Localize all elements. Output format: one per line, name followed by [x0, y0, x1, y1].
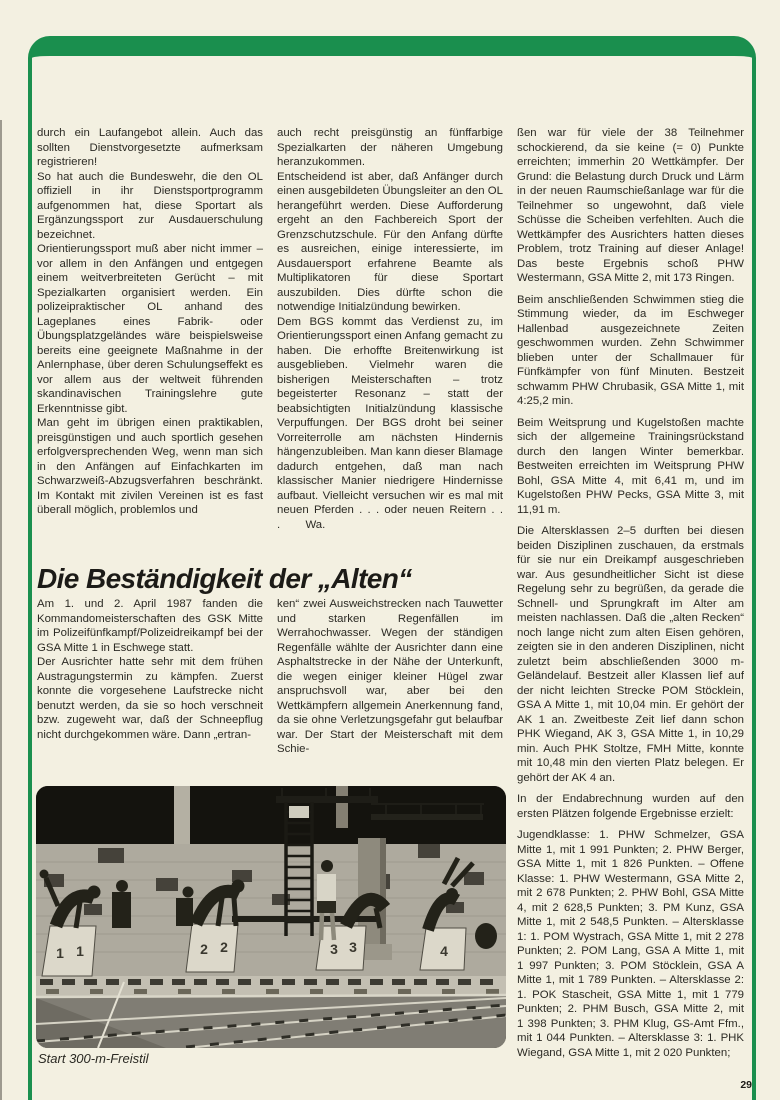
paragraph: durch ein Laufangebot allein. Auch das sollten Dienstvorgesetzte aufmerksam registrieren! [37, 127, 263, 168]
paragraph: ken“ zwei Ausweichstrecken nach Tauwetter und starken Regenfällen im Werrahochwasser. Wegen der ständigen Regenfälle wählte der Ausrichter dann eine Asphaltstrecke in der Nähe der Unterkunft, die wegen einiger kleiner Hügel zwar anspruchsvoll war, aber bei den Wettkämpfern allgemein Anerkennung fand, da sie ohne Verletzungsgefahr gut belaufbar war. Der Start der Meisterschaft mit dem Schie- [277, 598, 503, 755]
paragraph: auch recht preisgünstig an fünffarbige Spezialkarten der näheren Umgebung heranzukommen. [277, 127, 503, 168]
block-number-1: 1 [56, 945, 64, 961]
paragraph: Beim anschließenden Schwimmen stieg die Stimmung wieder, da im Eschweger Hallenbad ausgezeichnete Zeiten geschwommen wurden. Zehn Schwimmer blieben unter der Schallmauer für Fünfkämpfer von fünf Minuten. Bestzeit schwamm PHW Chrubasik, GSA Mitte 1, mit 4:25,2 min. [517, 293, 744, 407]
paragraph: ßen war für viele der 38 Teilnehmer schockierend, da sie keine (= 0) Punkte erreichten; immerhin 20 Wettkämpfer. Der Grund: die Belastung durch Druck und Lärm in der neuen Raumschießanlage war für die Teilnehmer so ungewohnt, daß viele Schüsse die Scheiben verfehlten. Auch die Wettkämpfer des Ausrichters hatten dieses Problem, trotz Training auf dieser Anlage! Das beste Ergebnis schoß PHW Westermann, GSA Mitte 2, mit 173 Ringen. [517, 127, 744, 284]
article2-column-2 [277, 597, 503, 757]
article1-column-1 [37, 126, 263, 518]
paragraph: Entscheidend ist aber, daß Anfänger durch einen ausgebildeten Übungsleiter an den OL herangeführt werden. Diese Aufforderung ergeht an den Fachbereich Sport der Grenzschutzschule. Für den Anfang dürfte es ausreichen, einige interessierte, im Ausdauersport erfahrene Beamte als Multiplikatoren für diese Sportart auszubilden. Dies dürfte schon die notwendige Initialzündung bewirken. [277, 170, 503, 313]
paragraph: In der Endabrechnung wurden auf den ersten Plätzen folgende Ergebnisse erzielt: [517, 793, 744, 820]
paragraph: Die Altersklassen 2–5 durften bei diesen beiden Disziplinen zuschauen, da erstmals für sie nur ein Dreikampf ausgeschrieben war. Aus gesundheitlicher Sicht ist diese Regelung sehr zu begrüßen, da gerade die Schnell- und Sprungkraft im Alter am meisten nachlassen. Daß die „alten Recken“ noch lange nicht zum alten Eisen gehören, zeigten sie in den anderen Disziplinen, nicht zuletzt beim abschließenden 3000 m-Geländelauf. Bestzeit aller Klassen lief auf der nicht leichten Strecke POM Stöcklein, GSA A Mitte 1, mit 10,04 min. Er gehört der AK 1 an. Zweitbeste Zeit lief dann schon PHK Wiegand, AK 3, GSA Mitte 1, in 10,29 min. Auch PHK Stoltze, FMH Mitte, konnte mit 10,48 min den vierten Platz belegen. Er gehört der AK 4 an. [517, 525, 744, 784]
scan-edge-artifact [0, 120, 2, 1100]
paragraph: Beim Weitsprung und Kugelstoßen machte sich der allgemeine Trainingsrückstand durch den langen Winter bemerkbar. Bestweiten erreichten im Weitsprung PHW Bohl, GSA Mitte 4, mit 6,41 m, und im Kugelstoßen PHW Pecks, GSA Mitte 3, mit 11,91 m. [517, 416, 744, 516]
paragraph: Jugendklasse: 1. PHW Schmelzer, GSA Mitte 1, mit 1 991 Punkten; 2. PHW Berger, GSA Mitte 1, mit 1 826 Punkten. – Offene Klasse: 1. PHW Westermann, GSA Mitte 2, mit 2 678 Punkten; 2. PHW Bohl, GSA Mitte 4, mit 2 628,5 Punkten; 3. PM Kunz, GSA Mitte 1, mit 2 548,5 Punkten. – Altersklasse 1: 1. POM Wystrach, GSA Mitte 1, mit 2 278 Punkten; 2. POM Lang, GSA A Mitte 1, mit 1 997 Punkten; 3. POM Stöcklein, GSA A Mitte 1, mit 1 789 Punkten. – Altersklasse 2: 1. POK Stascheit, GSA Mitte 1, mit 1 779 Punkten; 2. PHM Busch, GSA Mitte 2, mit 1 398 Punkten; 3. PHM Klug, GS-Amt Ffm., mit 1 044 Punkten. – Altersklasse 3: 1. PHK Wiegand, GSA Mitte 1, mit 2 020 Punkten; [517, 829, 744, 1059]
swimming-pool-photo [36, 786, 506, 1048]
paragraph: Man geht im übrigen einen praktikablen, preisgünstigen und auch sportlich gesehen erfolgversprechenden Weg, wenn man sich in den Anfängen auf Einfachkarten im Schwarzweiß-Abzugsverfahren beschränkt. Im Kontakt mit zivilen Vereinen ist es fast überall möglich, problemlos und [37, 417, 263, 516]
article1-column-2 [277, 126, 503, 532]
block-number-4: 4 [440, 943, 448, 959]
paragraph: So hat auch die Bundeswehr, die den OL offiziell in ihr Dienstsportprogramm aufgenommen hat, diese Sportart als Ergänzungssport zur Ausdauerschulung bezeichnet. [37, 170, 263, 241]
page-number: 29 [740, 1079, 752, 1091]
block-number-3: 3 [330, 941, 338, 957]
block-number-1b: 1 [76, 943, 84, 959]
block-number-2b: 2 [220, 939, 228, 955]
paragraph: Der Ausrichter hatte sehr mit dem frühen Austragungstermin zu kämpfen. Zuerst konnte die vorgesehene Laufstrecke nicht benutzt werden, da sie so hoch verschneit bzw. zugeweht war, daß der Schneepflug nicht durchgekommen wäre. Dann „ertran- [37, 656, 263, 741]
pool-photo-illustration [36, 786, 506, 1048]
block-number-3b: 3 [349, 939, 357, 955]
block-number-2: 2 [200, 941, 208, 957]
article3-column [517, 126, 744, 1064]
paragraph: Am 1. und 2. April 1987 fanden die Kommandomeisterschaften des GSK Mitte im Polizeifünfkampf/Polizeidreikampf bei der GSA Mitte 1 in Eschwege statt. [37, 598, 263, 654]
photo-caption: Start 300-m-Freistil [38, 1051, 149, 1066]
paragraph: Orientierungssport muß aber nicht immer – vor allem in den Anfängen und entgegen einem weitverbreiteten Gerücht – mit Spezialkarten organisiert werden. Ein polizeipraktischer OL anhand des Lageplanes eines Fabrik- oder Übungsplatzgeländes wäre beispielsweise bereits eine geeignete Maßnahme in der Anlernphase, über deren Schulungseffekt es vor allem aus der weltweit führenden skandinavischen Trainingslehre gute Erkenntnisse gibt. [37, 243, 263, 415]
paragraph: Dem BGS kommt das Verdienst zu, im Orientierungssport einen Anfang gemacht zu haben. Die erhoffte Breitenwirkung ist ausgeblieben. Vielmehr waren die bisherigen Meisterschaften – trotz begeisterter Resonanz – statt der beabsichtigten Initialzündung klassische Verpuffungen. Der BGS droht bei seiner Vorreiterrolle am nächsten Hindernis hängenzubleiben. Man kann dieser Blamage dadurch entgehen, daß man nach klassischer Manier niedrigere Hindernisse aufbaut. Vielleicht versuchen wir es mal mit neuen Pferden . . . oder neuen Reitern . . . Wa. [277, 315, 503, 531]
article2-column-1 [37, 597, 263, 742]
article2-headline: Die Beständigkeit der „Alten“ [37, 562, 412, 594]
